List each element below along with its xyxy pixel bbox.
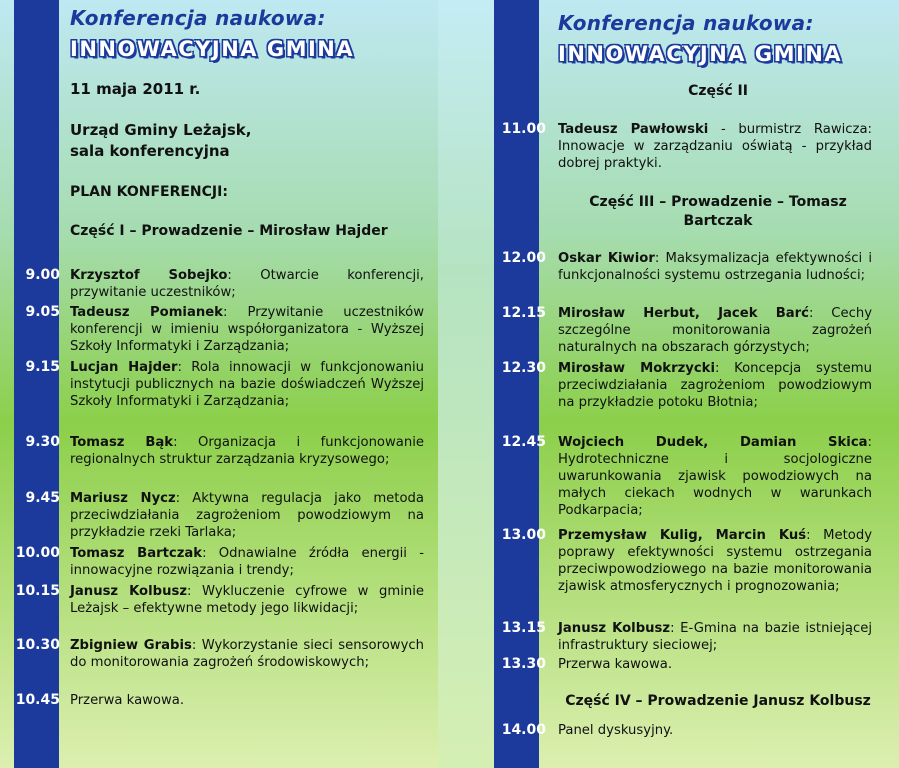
speaker-name: Tadeusz Pomianek bbox=[70, 305, 223, 320]
agenda-item bbox=[70, 692, 424, 709]
part1-heading: Część I – Prowadzenie – Mirosław Hajder bbox=[70, 223, 388, 239]
speaker-name: Krzysztof Sobejko bbox=[70, 268, 228, 283]
right-blue-sidebar bbox=[494, 0, 539, 768]
talk-description: : Organizacja i funkcjonowanie regionalnych struktur zarządzania kryzysowego; bbox=[70, 435, 425, 467]
speaker-name: Janusz Kolbusz bbox=[70, 584, 187, 599]
talk-description: : Wykorzystanie sieci sensorowych do monitorowania zagrożeń środowiskowych; bbox=[70, 638, 424, 670]
part2-heading: Część II bbox=[688, 83, 748, 99]
speaker-name: Lucjan Hajder bbox=[70, 360, 178, 375]
agenda-time: 12.30 bbox=[501, 360, 546, 376]
speaker-name: Oskar Kiwior bbox=[558, 251, 655, 266]
talk-description: : Wykluczenie cyfrowe w gminie Leżajsk – efektywne metody jego likwidacji; bbox=[70, 584, 424, 616]
venue-line2: sala konferencyjna bbox=[70, 142, 230, 160]
speaker-name: Tadeusz Pawłowski bbox=[558, 122, 709, 137]
speaker-name: Janusz Kolbusz bbox=[558, 621, 671, 636]
speaker-name: Mirosław Mokrzycki bbox=[558, 361, 715, 376]
talk-description: Przerwa kawowa. bbox=[70, 693, 185, 708]
speaker-name: Przemysław Kulig, Marcin Kuś bbox=[558, 528, 807, 543]
speaker-name: Tomasz Bąk bbox=[70, 435, 174, 450]
agenda-time: 11.00 bbox=[501, 121, 546, 137]
talk-description: : Otwarcie konferencji, przywitanie uczestników; bbox=[70, 268, 424, 300]
speaker-name: Mirosław Herbut, Jacek Barć bbox=[558, 306, 809, 321]
talk-description: : Hydrotechniczne i socjologiczne uwarunkowania zjawisk powodziowych na małych ciekach wodnych w warunkach Podkarpacia; bbox=[558, 435, 872, 518]
agenda-item bbox=[70, 304, 424, 355]
venue-line1: Urząd Gminy Leżajsk, bbox=[70, 121, 252, 139]
agenda-time: 9.00 bbox=[25, 267, 60, 283]
agenda-item bbox=[70, 545, 424, 579]
agenda-time: 10.30 bbox=[15, 637, 60, 653]
plan-heading: PLAN KONFERENCJI: bbox=[70, 184, 228, 200]
part4-heading: Część IV – Prowadzenie Janusz Kolbusz bbox=[565, 693, 871, 709]
agenda-time: 9.05 bbox=[25, 304, 60, 320]
agenda-item bbox=[70, 583, 424, 617]
agenda-time: 9.30 bbox=[25, 434, 60, 450]
agenda-item bbox=[70, 490, 424, 541]
agenda-item bbox=[558, 434, 872, 519]
talk-description: : E-Gmina na bazie istniejącej infrastruktury sieciowej; bbox=[558, 621, 872, 653]
talk-description: : Maksymalizacja efektywności i funkcjonalności systemu ostrzegania ludności; bbox=[558, 251, 872, 283]
agenda-time: 12.45 bbox=[501, 434, 546, 450]
agenda-item bbox=[558, 656, 872, 673]
talk-description: : Przywitanie uczestników konferencji w imieniu współorganizatora - Wyższej Szkoły Informatyki i Zarządzania; bbox=[70, 305, 424, 354]
right-title-line1: Konferencja naukowa: bbox=[558, 11, 814, 35]
agenda-time: 13.15 bbox=[501, 620, 546, 636]
agenda-item bbox=[70, 434, 424, 468]
agenda-item bbox=[558, 305, 872, 356]
speaker-name: Wojciech Dudek, Damian Skica bbox=[558, 435, 868, 450]
right-title-line2: INNOWACYJNA GMINA bbox=[558, 42, 843, 66]
speaker-name: Tomasz Bartczak bbox=[70, 546, 203, 561]
agenda-item bbox=[558, 121, 872, 172]
agenda-time: 12.00 bbox=[501, 250, 546, 266]
agenda-item bbox=[558, 620, 872, 654]
talk-description: : Aktywna regulacja jako metoda przeciwdziałania zagrożeniom powodziowym na przykładzie rzeki Tarlaka; bbox=[70, 491, 424, 540]
agenda-item bbox=[558, 527, 872, 595]
agenda-time: 9.45 bbox=[25, 490, 60, 506]
talk-description: Panel dyskusyjny. bbox=[558, 723, 674, 738]
talk-description: : Odnawialne źródła energii - innowacyjne rozwiązania i trendy; bbox=[70, 546, 424, 578]
agenda-item bbox=[558, 250, 872, 284]
conference-date: 11 maja 2011 r. bbox=[70, 80, 201, 98]
agenda-time: 10.45 bbox=[15, 692, 60, 708]
agenda-item bbox=[70, 359, 424, 410]
talk-description: : Koncepcja systemu przeciwdziałania zagrożeniom powodziowym na przykładzie potoku Błotnia; bbox=[558, 361, 872, 410]
talk-description: - burmistrz Rawicza: Innowacje w zarządzaniu oświatą - przykład dobrej praktyki. bbox=[558, 122, 872, 171]
agenda-time: 13.00 bbox=[501, 527, 546, 543]
agenda-time: 10.15 bbox=[15, 583, 60, 599]
left-title-line2: INNOWACYJNA GMINA bbox=[70, 37, 355, 61]
part3-heading: Część III – Prowadzenie – Tomasz Bartczak bbox=[589, 194, 847, 229]
agenda-time: 9.15 bbox=[25, 359, 60, 375]
agenda-time: 13.30 bbox=[501, 656, 546, 672]
agenda-time: 12.15 bbox=[501, 305, 546, 321]
talk-description: Przerwa kawowa. bbox=[558, 657, 673, 672]
agenda-item bbox=[70, 637, 424, 671]
agenda-item bbox=[558, 722, 872, 739]
left-title-line1: Konferencja naukowa: bbox=[70, 6, 326, 30]
speaker-name: Zbigniew Grabis bbox=[70, 638, 192, 653]
agenda-time: 14.00 bbox=[501, 722, 546, 738]
talk-description: : Metody poprawy efektywności systemu ostrzegania przeciwpowodziowego na bazie monitorowania zjawisk atmosferycznych i prognozowania; bbox=[558, 528, 872, 594]
talk-description: : Rola innowacji w funkcjonowaniu instytucji publicznych na bazie doświadczeń Wyższej Szkoły Informatyki i Zarządzania; bbox=[70, 360, 424, 409]
speaker-name: Mariusz Nycz bbox=[70, 491, 176, 506]
agenda-time: 10.00 bbox=[15, 545, 60, 561]
agenda-item bbox=[70, 267, 424, 301]
agenda-item bbox=[558, 360, 872, 411]
talk-description: : Cechy szczególne monitorowania zagrożeń naturalnych na obszarach górzystych; bbox=[558, 306, 872, 355]
page-gutter bbox=[438, 0, 494, 768]
